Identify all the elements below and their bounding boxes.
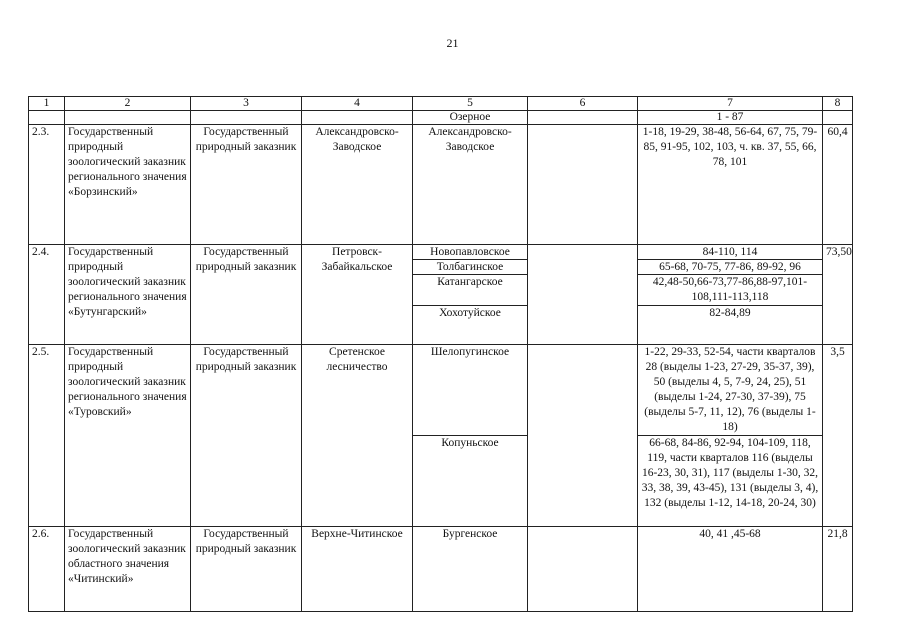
table-row (29, 245, 853, 260)
quarters-cell: 42,48-50,66-73,77-86,88-97,101-108,111-113,118 (638, 275, 823, 306)
continued-row (29, 111, 853, 125)
forestry-cell: Толбагинское (413, 260, 528, 275)
column-number: 7 (638, 97, 823, 111)
forestry-cell: Шелопугинское (413, 345, 528, 436)
column-number: 8 (823, 97, 853, 111)
profile-cell (528, 245, 638, 345)
reserve-category: Государственный природный заказник (191, 245, 302, 345)
column-number: 3 (191, 97, 302, 111)
column-number-row (29, 97, 853, 111)
reserve-category: Государственный природный заказник (191, 527, 302, 612)
forestry-cell: Озерное (413, 111, 528, 125)
quarters-cell: 65-68, 70-75, 77-86, 89-92, 96 (638, 260, 823, 275)
row-number: 2.3. (29, 125, 65, 245)
district-forestry: Александровско-Заводское (302, 125, 413, 245)
forestry-cell: Копуньское (413, 436, 528, 527)
table-row (29, 125, 853, 245)
profile-cell (528, 527, 638, 612)
row-number: 2.4. (29, 245, 65, 345)
table-row (29, 345, 853, 436)
forestry-cell: Новопавловское (413, 245, 528, 260)
reserves-table (28, 96, 853, 612)
reserve-name: Государственный зоологический заказник областного значения «Читинский» (65, 527, 191, 612)
column-number: 1 (29, 97, 65, 111)
area-cell: 21,8 (823, 527, 853, 612)
district-forestry: Верхне-Читинское (302, 527, 413, 612)
column-number: 5 (413, 97, 528, 111)
reserve-name: Государственный природный зоологический заказник регионального значения «Борзинский» (65, 125, 191, 245)
district-forestry: Петровск-Забайкальское (302, 245, 413, 345)
quarters-cell: 84-110, 114 (638, 245, 823, 260)
reserve-name: Государственный природный зоологический заказник регионального значения «Туровский» (65, 345, 191, 527)
quarters-cell: 1 - 87 (638, 111, 823, 125)
column-number: 2 (65, 97, 191, 111)
area-cell: 73,50 (823, 245, 853, 345)
table-row (29, 527, 853, 612)
row-number: 2.6. (29, 527, 65, 612)
page-number: 21 (446, 36, 459, 50)
quarters-cell: 1-18, 19-29, 38-48, 56-64, 67, 75, 79-85, 91-95, 102, 103, ч. кв. 37, 55, 66, 78, 101 (638, 125, 823, 245)
quarters-cell: 1-22, 29-33, 52-54, части кварталов 28 (выделы 1-23, 27-29, 35-37, 39), 50 (выделы 4, 5, 7-9, 24, 25), 51 (выделы 1-24, 27-30, 37-39), 75 (выделы 5-7, 11, 12), 76 (выделы 1-18) (638, 345, 823, 436)
reserve-name: Государственный природный зоологический заказник регионального значения «Бутунгарский» (65, 245, 191, 345)
column-number: 4 (302, 97, 413, 111)
column-number: 6 (528, 97, 638, 111)
quarters-cell: 40, 41 ,45-68 (638, 527, 823, 612)
profile-cell (528, 125, 638, 245)
forestry-cell: Хохотуйское (413, 306, 528, 345)
forestry-cell: Бургенское (413, 527, 528, 612)
quarters-cell: 82-84,89 (638, 306, 823, 345)
district-forestry: Сретенское лесничество (302, 345, 413, 527)
forestry-cell: Александровско-Заводское (413, 125, 528, 245)
quarters-cell: 66-68, 84-86, 92-94, 104-109, 118, 119, части кварталов 116 (выделы 16-23, 30, 31), 117 (выделы 1-30, 32, 33, 38, 39, 43-45), 131 (выделы 3, 4), 132 (выделы 1-12, 14-18, 20-24, 30) (638, 436, 823, 527)
reserve-category: Государственный природный заказник (191, 345, 302, 527)
forestry-cell: Катангарское (413, 275, 528, 306)
area-cell: 3,5 (823, 345, 853, 527)
area-cell: 60,4 (823, 125, 853, 245)
reserve-category: Государственный природный заказник (191, 125, 302, 245)
row-number: 2.5. (29, 345, 65, 527)
profile-cell (528, 345, 638, 527)
